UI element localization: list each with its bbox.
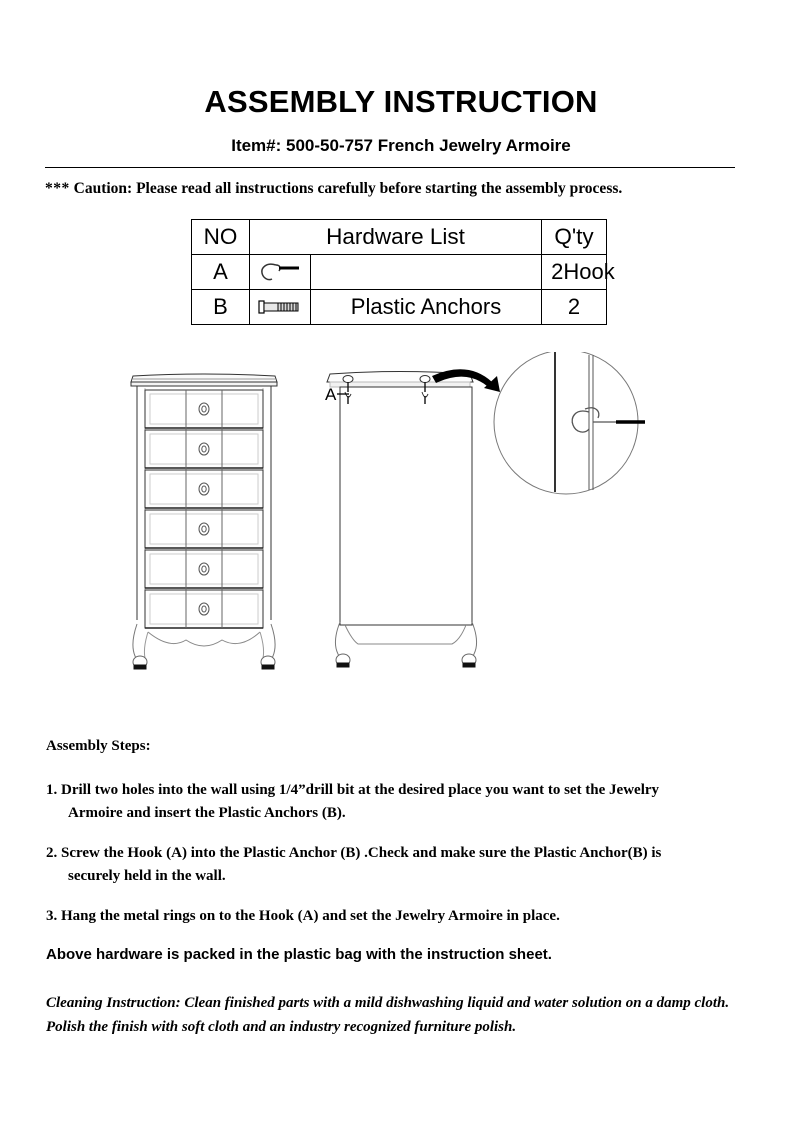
assembly-step-2: [46, 842, 736, 889]
header-qty: Q'ty: [542, 220, 607, 255]
assembly-diagrams: [0, 352, 802, 692]
assembly-steps-heading: Assembly Steps:: [46, 738, 151, 754]
cleaning-line-2: cloth. Polish the finish with soft cloth and an industry recognized furniture polish.: [46, 995, 730, 1035]
armoire-front-view: [131, 374, 277, 669]
caution-stars: ***: [45, 180, 70, 197]
header-divider: [45, 167, 735, 168]
packed-hardware-note: Above hardware is packed in the plastic bag with the instruction sheet.: [46, 946, 552, 963]
page-title: ASSEMBLY INSTRUCTION: [204, 84, 598, 119]
armoire-foot: [133, 656, 275, 669]
caution-text: Caution: Please read all instructions carefully before starting the assembly process.: [73, 180, 623, 197]
armoire-back-view: [325, 372, 477, 668]
assembly-step-3: [46, 905, 736, 928]
caution-note: [45, 180, 745, 198]
armoire-foot: [336, 654, 476, 667]
step-1-line1: Drill two holes into the wall using 1/4”drill bit at the desired place you want to set the Jewelry: [61, 782, 660, 798]
cleaning-instruction-note: [46, 991, 746, 1039]
row-b-description: Plastic Anchors: [311, 290, 542, 325]
cleaning-line-1: Cleaning Instruction: Clean finished parts with a mild dishwashing liquid and water solution on a damp: [46, 995, 691, 1011]
table-header-row: [192, 220, 607, 255]
step-3-number: 3.: [46, 908, 58, 924]
hook-icon: [250, 255, 311, 290]
assembly-step-1: [46, 779, 736, 826]
step-1-number: 1.: [46, 782, 58, 798]
header-hardware-list: Hardware List: [250, 220, 542, 255]
table-row: [192, 290, 607, 325]
hook-wall-detail: [494, 352, 645, 494]
row-a-no: A: [192, 255, 250, 290]
row-a-qty: [542, 255, 615, 290]
row-b-qty: 2: [542, 290, 607, 325]
step-1-line2: Armoire and insert the Plastic Anchors (B).: [68, 805, 346, 822]
row-b-no: B: [192, 290, 250, 325]
step-3-line1: Hang the metal rings on to the Hook (A) and set the Jewelry Armoire in place.: [61, 908, 560, 924]
item-subtitle: Item#: 500-50-757 French Jewelry Armoire: [231, 136, 571, 155]
step-2-line2: securely held in the wall.: [68, 868, 226, 885]
header-no: NO: [192, 220, 250, 255]
plastic-anchor-icon: [250, 290, 311, 325]
hardware-list-table: [191, 219, 615, 325]
row-a-qty-text: 2Hook: [551, 259, 615, 284]
step-2-line1: Screw the Hook (A) into the Plastic Anchor (B) .Check and make sure the Plastic Anchor(B) is: [61, 845, 662, 861]
callout-label-a: A: [325, 385, 337, 404]
row-a-description: [311, 255, 542, 290]
table-row: [192, 255, 607, 290]
step-2-number: 2.: [46, 845, 58, 861]
